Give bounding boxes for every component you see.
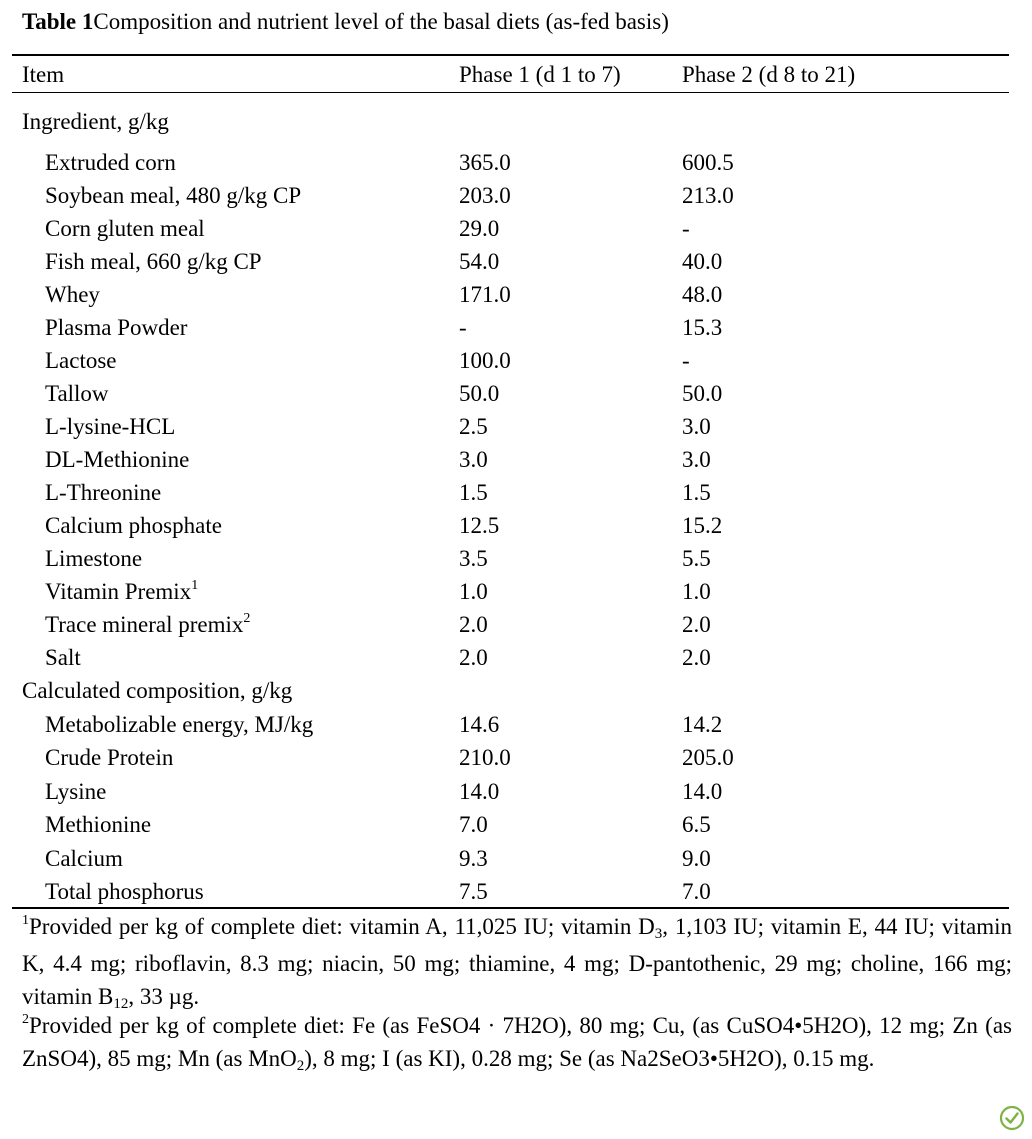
row-name: Limestone [45, 546, 143, 571]
phase2-value: 40.0 [682, 249, 723, 274]
phase1-value: 100.0 [459, 348, 511, 373]
row-label [45, 608, 250, 641]
row-label [45, 311, 187, 344]
phase2-value: 7.0 [682, 879, 711, 904]
header-phase2: Phase 2 (d 8 to 21) [682, 62, 856, 87]
phase1-value: 29.0 [459, 216, 500, 241]
table-row [0, 509, 1032, 542]
phase2-value: 15.3 [682, 315, 723, 340]
footnote-text: Provided per kg of complete diet: vitamin A, 11,025 IU; vitamin D [29, 914, 655, 939]
phase1-value: 9.3 [459, 845, 488, 871]
row-name: Extruded corn [45, 150, 176, 175]
table-row [0, 575, 1032, 608]
table-row [0, 542, 1032, 575]
row-label [45, 641, 81, 674]
phase2-value: 6.5 [682, 812, 711, 838]
footnote-text: , 1,103 IU; vitamin E, 44 IU; vitamin K, 4.4 mg; riboflavin, 8.3 mg; niacin, 50 mg; thiamine, 4 mg; D-pantothenic, 29 mg; choline, 166 mg; vitamin B [22, 914, 1013, 1009]
table-label: Table 1 [22, 9, 94, 34]
row-name: Calcium [45, 845, 123, 871]
table-caption [22, 9, 669, 35]
table-row [0, 278, 1032, 311]
phase1-value: 14.6 [459, 712, 500, 737]
table-row [0, 311, 1032, 344]
phase1-value: 1.5 [459, 480, 488, 505]
phase1-value: 1.0 [459, 579, 488, 604]
row-name: Tallow [45, 381, 109, 406]
row-name: Crude Protein [45, 745, 174, 771]
table-title: Composition and nutrient level of the basal diets (as-fed basis) [93, 9, 669, 34]
row-name: Lactose [45, 348, 117, 373]
row-label [45, 509, 222, 542]
phase2-value: 14.0 [682, 778, 723, 804]
phase1-value: 50.0 [459, 381, 500, 406]
phase1-value: 7.5 [459, 879, 488, 904]
row-name: L-lysine-HCL [45, 414, 176, 439]
table-row [0, 245, 1032, 278]
table-row [0, 608, 1032, 641]
row-label [45, 245, 262, 278]
row-name: Salt [45, 645, 81, 670]
row-label [45, 708, 313, 741]
row-name: L-Threonine [45, 480, 162, 505]
phase2-value: 5.5 [682, 546, 711, 571]
table-row [0, 179, 1032, 212]
row-label [45, 410, 175, 443]
phase1-value: 7.0 [459, 812, 488, 838]
phase2-value: - [682, 348, 690, 373]
row-name: Total phosphorus [45, 879, 204, 904]
subscript: 3 [654, 926, 663, 942]
phase2-value: 15.2 [682, 513, 723, 538]
header-rule [12, 92, 1009, 93]
phase2-value: 9.0 [682, 845, 711, 871]
table-row [0, 875, 1032, 908]
phase1-value: 210.0 [459, 745, 511, 771]
phase1-value: 2.0 [459, 645, 488, 670]
header-item: Item [22, 62, 65, 87]
leaf-check-icon[interactable] [999, 1105, 1025, 1131]
phase1-value: - [459, 315, 467, 340]
subscript: 2 [296, 1058, 305, 1074]
table-row [0, 808, 1032, 841]
row-name: Methionine [45, 812, 152, 838]
footnote-text: , 33 µg. [128, 984, 200, 1009]
footnote-marker: 2 [22, 1012, 29, 1027]
footnote-marker: 2 [243, 611, 251, 626]
row-name: Soybean meal, 480 g/kg CP [45, 183, 302, 208]
row-name: Calcium phosphate [45, 513, 222, 538]
phase2-value: 48.0 [682, 282, 723, 307]
row-label [45, 542, 142, 575]
top-rule [12, 54, 1009, 56]
footnote-text: ), 8 mg; I (as KI), 0.28 mg; Se (as Na2SeO3•5H2O), 0.15 mg. [304, 1046, 875, 1071]
table-header-row [0, 58, 1032, 91]
row-name: DL-Methionine [45, 447, 190, 472]
row-name: Vitamin Premix [45, 579, 192, 604]
row-name: Fish meal, 660 g/kg CP [45, 249, 262, 274]
row-name: Corn gluten meal [45, 216, 205, 241]
row-name: Plasma Powder [45, 315, 188, 340]
section-ingredient [0, 105, 1032, 138]
row-label [45, 377, 109, 410]
header-phase1: Phase 1 (d 1 to 7) [459, 62, 621, 87]
row-label [45, 212, 205, 245]
phase2-value: 14.2 [682, 712, 723, 737]
row-label [45, 179, 301, 212]
phase2-value: 213.0 [682, 183, 734, 208]
phase2-value: 1.5 [682, 480, 711, 505]
row-name: Lysine [45, 778, 107, 804]
phase1-value: 3.5 [459, 546, 488, 571]
phase2-value: 2.0 [682, 612, 711, 637]
phase1-value: 365.0 [459, 150, 511, 175]
section-calculated [0, 674, 1032, 707]
section-label: Ingredient, g/kg [22, 109, 169, 134]
table-row [0, 377, 1032, 410]
table-row [0, 410, 1032, 443]
row-label [45, 808, 151, 841]
phase1-value: 203.0 [459, 183, 511, 208]
table-row [0, 443, 1032, 476]
row-name: Trace mineral premix [45, 612, 244, 637]
table-row [0, 476, 1032, 509]
phase2-value: 600.5 [682, 150, 734, 175]
table-row [0, 741, 1032, 774]
phase2-value: 50.0 [682, 381, 723, 406]
footnote-1 [22, 910, 1012, 1017]
phase1-value: 14.0 [459, 778, 500, 804]
row-label [45, 775, 106, 808]
table-row [0, 212, 1032, 245]
footnote-marker: 1 [22, 913, 29, 928]
footnote-marker: 1 [191, 578, 199, 593]
table-row [0, 775, 1032, 808]
phase2-value: 205.0 [682, 745, 734, 771]
row-label [45, 741, 173, 774]
row-label [45, 842, 123, 875]
table-row [0, 146, 1032, 179]
row-name: Metabolizable energy, MJ/kg [45, 712, 314, 737]
table-row [0, 708, 1032, 741]
table-row [0, 344, 1032, 377]
row-label [45, 443, 189, 476]
footnote-2 [22, 1009, 1012, 1079]
row-label [45, 575, 198, 608]
phase2-value: - [682, 216, 690, 241]
phase1-value: 171.0 [459, 282, 511, 307]
row-label [45, 344, 117, 377]
section-label: Calculated composition, g/kg [22, 678, 293, 703]
phase2-value: 2.0 [682, 645, 711, 670]
table-row [0, 842, 1032, 875]
table-row [0, 641, 1032, 674]
row-label [45, 278, 100, 311]
row-name: Whey [45, 282, 100, 307]
phase2-value: 3.0 [682, 414, 711, 439]
phase1-value: 54.0 [459, 249, 500, 274]
phase1-value: 2.0 [459, 612, 488, 637]
row-label [45, 146, 176, 179]
row-label [45, 875, 204, 908]
phase2-value: 3.0 [682, 447, 711, 472]
subscript: 12 [113, 996, 129, 1012]
phase1-value: 2.5 [459, 414, 488, 439]
phase2-value: 1.0 [682, 579, 711, 604]
phase1-value: 12.5 [459, 513, 500, 538]
row-label [45, 476, 161, 509]
phase1-value: 3.0 [459, 447, 488, 472]
footnote-text: Provided per kg of complete diet: Fe (as FeSO4 · 7H2O), 80 mg; Cu, (as CuSO4•5H2O), 12 mg; Zn (as ZnSO4), 85 mg; Mn (as MnO [22, 1013, 1012, 1071]
